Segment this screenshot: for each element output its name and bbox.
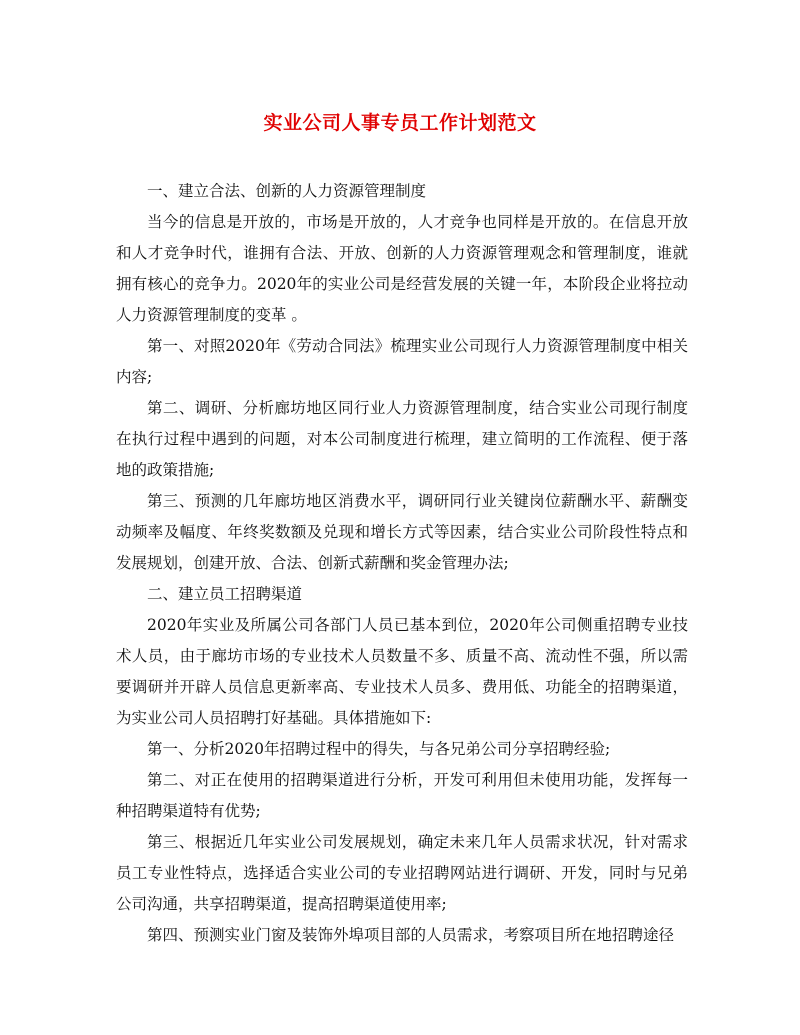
section-heading: 二、建立员工招聘渠道: [147, 585, 303, 603]
paragraph: 第三、根据近几年实业公司发展规划，确定未来几年人员需求状况，针对需求员工专业性特点，选择适合实业公司的专业招聘网站进行调研、开发，同时与兄弟公司沟通，共享招聘渠道，提高招聘渠道使用率;: [116, 833, 688, 913]
document-body: [116, 176, 688, 951]
section-heading: 一、建立合法、创新的人力资源管理制度: [147, 182, 427, 200]
paragraph: 第二、调研、分析廊坊地区同行业人力资源管理制度，结合实业公司现行制度在执行过程中遇到的问题，对本公司制度进行梳理，建立简明的工作流程、便于落地的政策措施;: [116, 399, 688, 479]
paragraph: 当今的信息是开放的，市场是开放的，人才竞争也同样是开放的。在信息开放和人才竞争时代，谁拥有合法、开放、创新的人力资源管理观念和管理制度，谁就拥有核心的竞争力。2020年的实业公司是经营发展的关键一年，本阶段企业将拉动人力资源管理制度的变革 。: [116, 213, 688, 324]
paragraph: 第三、预测的几年廊坊地区消费水平，调研同行业关键岗位薪酬水平、薪酬变动频率及幅度、年终奖数额及兑现和增长方式等因素，结合实业公司阶段性特点和发展规划，创建开放、合法、创新式薪酬和奖金管理办法;: [116, 492, 688, 572]
paragraph: 第一、对照2020年《劳动合同法》梳理实业公司现行人力资源管理制度中相关内容;: [116, 337, 688, 386]
paragraph: 2020年实业及所属公司各部门人员已基本到位，2020年公司侧重招聘专业技术人员，由于廊坊市场的专业技术人员数量不多、质量不高、流动性不强，所以需要调研并开辟人员信息更新率高、专业技术人员多、费用低、功能全的招聘渠道，为实业公司人员招聘打好基础。具体措施如下:: [116, 616, 688, 727]
paragraph: 第四、预测实业门窗及装饰外埠项目部的人员需求，考察项目所在地招聘途径: [147, 926, 675, 944]
paragraph: 第二、对正在使用的招聘渠道进行分析，开发可利用但未使用功能，发挥每一种招聘渠道特有优势;: [116, 771, 688, 820]
document-title: 实业公司人事专员工作计划范文: [263, 112, 537, 134]
paragraph: 第一、分析2020年招聘过程中的得失，与各兄弟公司分享招聘经验;: [147, 740, 611, 758]
